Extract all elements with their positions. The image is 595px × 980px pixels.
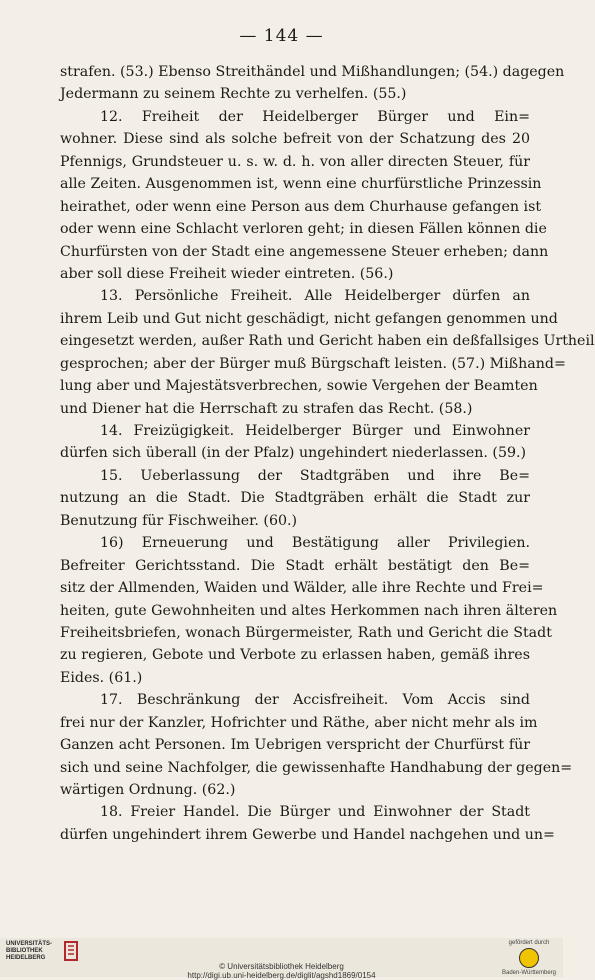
text-line: sitz der Allmenden, Waiden und Wälder, alle ihre Rechte und Frei= xyxy=(60,580,544,597)
text-line: sich und seine Nachfolger, die gewissenhafte Handhabung der gegen= xyxy=(60,759,573,776)
text-line: Eides. (61.) xyxy=(60,669,143,686)
text-line: oder wenn eine Schlacht verloren geht; in diesen Fällen können die xyxy=(60,221,547,238)
text-line: und Diener hat die Herrschaft zu strafen das Recht. (58.) xyxy=(60,400,473,417)
permalink-url[interactable]: http://digi.ub.uni-heidelberg.de/diglit/agshd1869/0154 xyxy=(187,971,376,980)
section-heading-line: 18. Freier Handel. Die Bürger und Einwohner der Stadt xyxy=(100,804,530,821)
text-line: Freiheitsbriefen, wonach Bürgermeister, Rath und Gericht die Stadt xyxy=(60,624,552,641)
text-line: Jedermann zu seinem Rechte zu verhelfen. (55.) xyxy=(60,86,407,103)
text-line: wohner. Diese sind als solche befreit von der Schatzung des 20 xyxy=(60,131,530,148)
text-line: zu regieren, Gebote und Verbote zu erlassen haben, gemäß ihres xyxy=(60,647,530,664)
section-heading-line: 15. Ueberlassung der Stadtgräben und ihre Be= xyxy=(100,467,530,484)
text-line: wärtigen Ordnung. (62.) xyxy=(60,782,236,798)
section-heading-line: 14. Freizügigkeit. Heidelberger Bürger und Einwohner xyxy=(100,423,530,439)
text-line: ihrem Leib und Gut nicht geschädigt, nicht gefangen genommen und xyxy=(60,310,558,327)
section-heading-line: 12. Freiheit der Heidelberger Bürger und Ein= xyxy=(100,108,530,125)
text-line: dürfen sich überall (in der Pfalz) ungehindert niederlassen. (59.) xyxy=(60,445,527,462)
text-line: Befreiter Gerichtsstand. Die Stadt erhält bestätigt den Be= xyxy=(60,557,530,574)
funder-name: Baden-Württemberg xyxy=(501,970,557,976)
body-text xyxy=(60,61,595,846)
footer xyxy=(0,938,563,980)
text-line: alle Zeiten. Ausgenommen ist, wenn eine churfürstliche Prinzessin xyxy=(60,176,542,193)
text-line: lung aber und Majestätsverbrechen, sowie Vergehen der Beamten xyxy=(60,378,538,395)
text-line: heirathet, oder wenn eine Person aus dem Churhause gefangen ist xyxy=(60,198,542,215)
funder-block xyxy=(501,940,557,976)
library-logo: UNIVERSITÄTS- BIBLIOTHEK HEIDELBERG xyxy=(6,941,53,961)
library-logo-icon xyxy=(64,940,78,962)
text-line: heiten, gute Gewohnheiten und altes Herkommen nach ihren älteren xyxy=(60,602,558,619)
section-heading-line: 17. Beschränkung der Accisfreiheit. Vom Accis sind xyxy=(100,692,530,709)
funded-by-label: gefördert durch xyxy=(508,940,550,946)
text-line: Churfürsten von der Stadt eine angemessene Steuer erheben; dann xyxy=(60,243,549,260)
text-line: strafen. (53.) Ebenso Streithändel und Mißhandlungen; (54.) dagegen xyxy=(60,64,565,80)
state-emblem-icon xyxy=(519,948,539,968)
page-number: — 144 — xyxy=(239,26,324,46)
text-line: Ganzen acht Personen. Im Uebrigen verspricht der Churfürst für xyxy=(60,737,530,754)
text-line: aber soll diese Freiheit wieder eintreten. (56.) xyxy=(60,265,394,282)
copyright-text: © Universitätsbibliothek Heidelberg xyxy=(219,962,344,971)
section-heading-line: 13. Persönliche Freiheit. Alle Heidelberger dürfen an xyxy=(100,288,530,305)
text-line: gesprochen; aber der Bürger muß Bürgschaft leisten. (57.) Mißhand= xyxy=(60,355,566,372)
text-line: dürfen ungehindert ihrem Gewerbe und Handel nachgehen und un= xyxy=(60,826,555,843)
text-line: frei nur der Kanzler, Hofrichter und Räthe, aber nicht mehr als im xyxy=(60,714,538,731)
section-heading-line: 16) Erneuerung und Bestätigung aller Privilegien. xyxy=(100,535,530,552)
text-line: Benutzung für Fischweiher. (60.) xyxy=(60,512,298,529)
text-line: Pfennigs, Grundsteuer u. s. w. d. h. von aller directen Steuer, für xyxy=(60,153,530,170)
text-line: eingesetzt werden, außer Rath und Gericht haben ein deßfallsiges Urtheil xyxy=(60,333,595,350)
copyright-notice xyxy=(0,962,563,980)
text-line: nutzung an die Stadt. Die Stadtgräben erhält die Stadt zur xyxy=(60,490,530,507)
